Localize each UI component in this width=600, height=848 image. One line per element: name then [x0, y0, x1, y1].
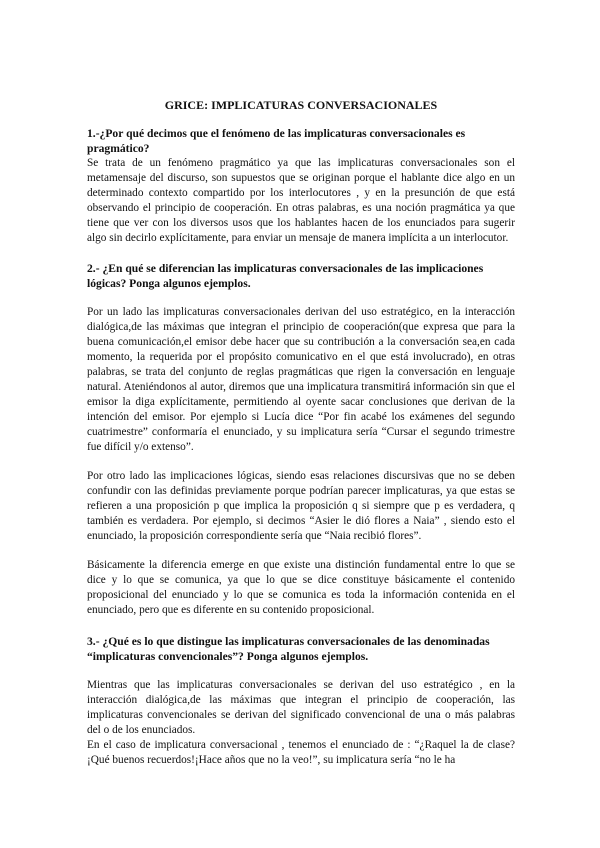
document-title: GRICE: IMPLICATURAS CONVERSACIONALES: [164, 98, 438, 112]
answer-2-paragraph-2: Por otro lado las implicaciones lógicas, siendo esas relaciones discursivas que no se deben confundir con las definidas previamente porque podrían parecer implicaturas, ya que estas se refieren a una proposición p que implica la proposición q si siempre que p es verdadera, q también es verdadera. Por ejemplo, si decimos “Asier le dió flores a Naia” , siendo esto el enunciado, la proposición correspondiente sería que “Naia recibió flores”.: [87, 470, 515, 542]
question-1: 1.-¿Por qué decimos que el fenómeno de las implicaturas conversacionales es pragmático?: [87, 127, 466, 155]
answer-3-paragraph-1: Mientras que las implicaturas conversacionales se derivan del uso estratégico , en la interacción dialógica,de las máximas que integran el principio de cooperación, las implicaturas convencionales se derivan del significado convencional de una o más palabras del o de los enunciados.: [87, 679, 515, 736]
answer-2-paragraph-3: Básicamente la diferencia emerge en que existe una distinción fundamental entre lo que se dice y lo que se comunica, ya que lo que se dice constituye básicamente el contenido proposicional del enunciado y lo que se comunica es toda la información contenida en el enunciado, pero que es diferente en su contenido proposicional.: [87, 559, 515, 616]
question-3: 3.- ¿Qué es lo que distingue las implicaturas conversacionales de las denominadas “implicaturas convencionales”? Ponga algunos ejemplos.: [87, 635, 490, 663]
answer-3-paragraph-2: En el caso de implicatura conversacional , tenemos el enunciado de : “¿Raquel la de clase? ¡Qué buenos recuerdos!¡Hace años que no la veo!”, su implicatura sería “no le ha: [87, 739, 515, 766]
answer-2-paragraph-1: Por un lado las implicaturas conversacionales derivan del uso estratégico, en la interacción dialógica,de las máximas que integran el principio de cooperación(que expresa que para la buena comunicación,el emisor debe hacer que su contribución a la conversación sea,en cada momento, la requerida por el propósito comunicativo en el que está involucrado), en otras palabras, se trata del conjunto de reglas pragmáticas que rigen la conversación en lenguaje natural. Ateniéndonos al autor, diremos que una implicatura transmitirá información sin que el emisor la diga explícitamente, permitiendo al oyente sacar conclusiones que derivan de la intención del emisor. Por ejemplo si Lucía dice “Por fin acabé los exámenes del segundo cuatrimestre” conformaría el enunciado, y su implicatura sería “Cursar el segundo trimestre fue difícil y/o extenso”.: [87, 306, 515, 453]
question-2: 2.- ¿En qué se diferencian las implicaturas conversacionales de las implicaciones lógicas? Ponga algunos ejemplos.: [87, 262, 484, 290]
document-body: [87, 98, 515, 768]
answer-1-paragraph-1: Se trata de un fenómeno pragmático ya que las implicaturas conversacionales son el metamensaje del discurso, son supuestos que se originan porque el hablante dice algo en un determinado contexto compartido por los interlocutores , y en la presunción de que está observando el principio de cooperación. En otras palabras, es una noción pragmática ya que tiene que ver con los diversos usos que los hablantes hacen de los enunciados para sugerir algo sin decirlo explícitamente, para enviar un mensaje de manera implícita a un interlocutor.: [87, 157, 515, 244]
